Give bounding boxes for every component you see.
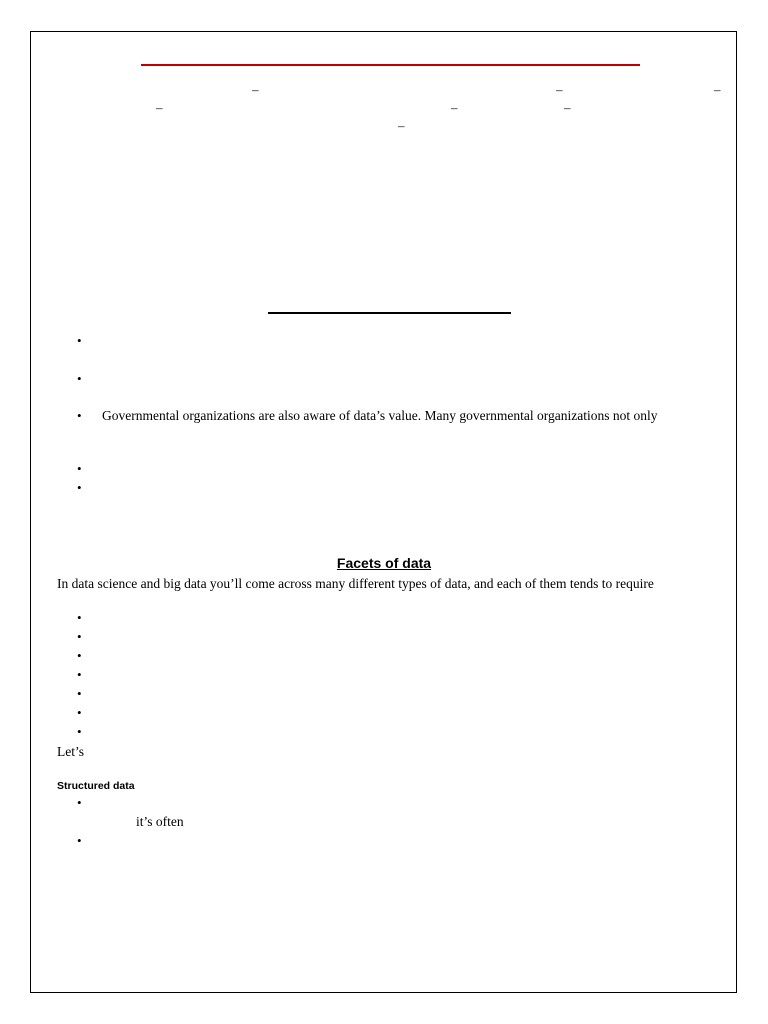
dash-4: – — [156, 100, 163, 115]
fragment-text: it’s often — [136, 814, 184, 829]
lets-text: Let’s — [57, 744, 84, 759]
bullet-13: • — [77, 795, 82, 810]
structured-data-subheading: Structured data — [57, 780, 135, 792]
dash-1: – — [252, 82, 259, 97]
bullet-1: • — [77, 333, 82, 348]
governmental-line: Governmental organizations are also aware of data’s value. Many governmental organizations not only — [102, 408, 658, 423]
bullet-4: • — [77, 461, 82, 476]
bullet-10: • — [77, 686, 82, 701]
bullet-11: • — [77, 705, 82, 720]
title-rule-red — [141, 64, 640, 66]
bullet-2: • — [77, 371, 82, 386]
page-border — [30, 31, 737, 993]
bullet-5: • — [77, 480, 82, 495]
bullet-8: • — [77, 648, 82, 663]
section-rule-black — [268, 312, 511, 314]
bullet-12: • — [77, 724, 82, 739]
bullet-3: • — [77, 408, 82, 423]
dash-2: – — [556, 82, 563, 97]
dash-7: – — [398, 118, 405, 133]
bullet-9: • — [77, 667, 82, 682]
section-heading: Facets of data — [336, 555, 432, 571]
dash-6: – — [564, 100, 571, 115]
dash-5: – — [451, 100, 458, 115]
bullet-7: • — [77, 629, 82, 644]
intro-paragraph: In data science and big data you’ll come across many different types of data, and each of them tends to require — [57, 576, 654, 591]
bullet-14: • — [77, 833, 82, 848]
dash-3: – — [714, 82, 721, 97]
bullet-6: • — [77, 610, 82, 625]
